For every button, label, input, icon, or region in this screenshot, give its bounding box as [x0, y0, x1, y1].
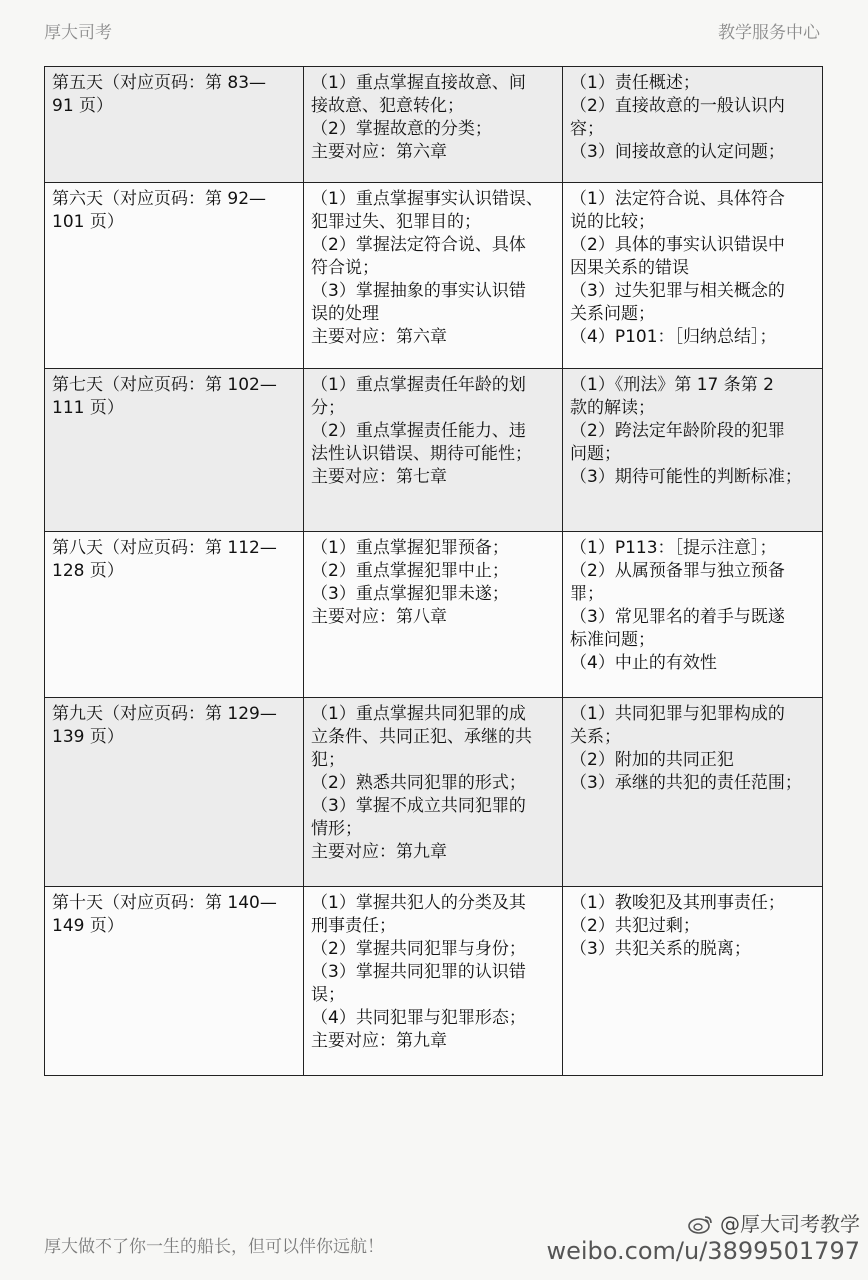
- day-cell: 第十天（对应页码：第 140— 149 页）: [45, 887, 304, 1076]
- table-row: [45, 532, 823, 698]
- page-header: [44, 18, 820, 48]
- day-cell: 第六天（对应页码：第 92— 101 页）: [45, 183, 304, 369]
- weibo-url: weibo.com/u/3899501797: [546, 1237, 860, 1265]
- footer-slogan: 厚大做不了你一生的船长，但可以伴你远航！: [44, 1237, 384, 1257]
- key-points-cell: （1）责任概述； （2）直接故意的一般认识内 容； （3）间接故意的认定问题；: [563, 67, 823, 183]
- brand-name: 厚大司考: [44, 23, 112, 43]
- day-cell: 第七天（对应页码：第 102— 111 页）: [45, 369, 304, 532]
- goals-cell: （1）重点掌握犯罪预备； （2）重点掌握犯罪中止； （3）重点掌握犯罪未遂； 主要对应：第八章: [304, 532, 563, 698]
- goals-cell: （1）重点掌握直接故意、间 接故意、犯意转化； （2）掌握故意的分类； 主要对应：第六章: [304, 67, 563, 183]
- table-row: [45, 887, 823, 1076]
- weibo-logo-icon: [688, 1214, 714, 1234]
- goals-cell: （1）重点掌握责任年龄的划 分； （2）重点掌握责任能力、违 法性认识错误、期待可能性； 主要对应：第七章: [304, 369, 563, 532]
- table-row: [45, 183, 823, 369]
- day-cell: 第八天（对应页码：第 112— 128 页）: [45, 532, 304, 698]
- day-cell: 第五天（对应页码：第 83— 91 页）: [45, 67, 304, 183]
- study-schedule-table: [44, 66, 823, 1076]
- table-row: [45, 698, 823, 887]
- key-points-cell: （1）法定符合说、具体符合 说的比较； （2）具体的事实认识错误中 因果关系的错误 （3）过失犯罪与相关概念的 关系问题； （4）P101：［归纳总结］；: [563, 183, 823, 369]
- weibo-watermark: [546, 1212, 860, 1266]
- department-name: 教学服务中心: [718, 23, 820, 43]
- table-row: [45, 67, 823, 183]
- goals-cell: （1）重点掌握事实认识错误、 犯罪过失、犯罪目的； （2）掌握法定符合说、具体 符合说； （3）掌握抽象的事实认识错 误的处理 主要对应：第六章: [304, 183, 563, 369]
- key-points-cell: （1）《刑法》第 17 条第 2 款的解读； （2）跨法定年龄阶段的犯罪 问题； （3）期待可能性的判断标准；: [563, 369, 823, 532]
- key-points-cell: （1）P113：［提示注意］； （2）从属预备罪与独立预备 罪； （3）常见罪名的着手与既遂 标准问题； （4）中止的有效性: [563, 532, 823, 698]
- key-points-cell: （1）教唆犯及其刑事责任； （2）共犯过剩； （3）共犯关系的脱离；: [563, 887, 823, 1076]
- goals-cell: （1）掌握共犯人的分类及其 刑事责任； （2）掌握共同犯罪与身份； （3）掌握共同犯罪的认识错 误； （4）共同犯罪与犯罪形态； 主要对应：第九章: [304, 887, 563, 1076]
- table-row: [45, 369, 823, 532]
- weibo-handle: @厚大司考教学: [720, 1212, 860, 1236]
- goals-cell: （1）重点掌握共同犯罪的成 立条件、共同正犯、承继的共 犯； （2）熟悉共同犯罪的形式； （3）掌握不成立共同犯罪的 情形； 主要对应：第九章: [304, 698, 563, 887]
- key-points-cell: （1）共同犯罪与犯罪构成的 关系； （2）附加的共同正犯 （3）承继的共犯的责任范围；: [563, 698, 823, 887]
- day-cell: 第九天（对应页码：第 129— 139 页）: [45, 698, 304, 887]
